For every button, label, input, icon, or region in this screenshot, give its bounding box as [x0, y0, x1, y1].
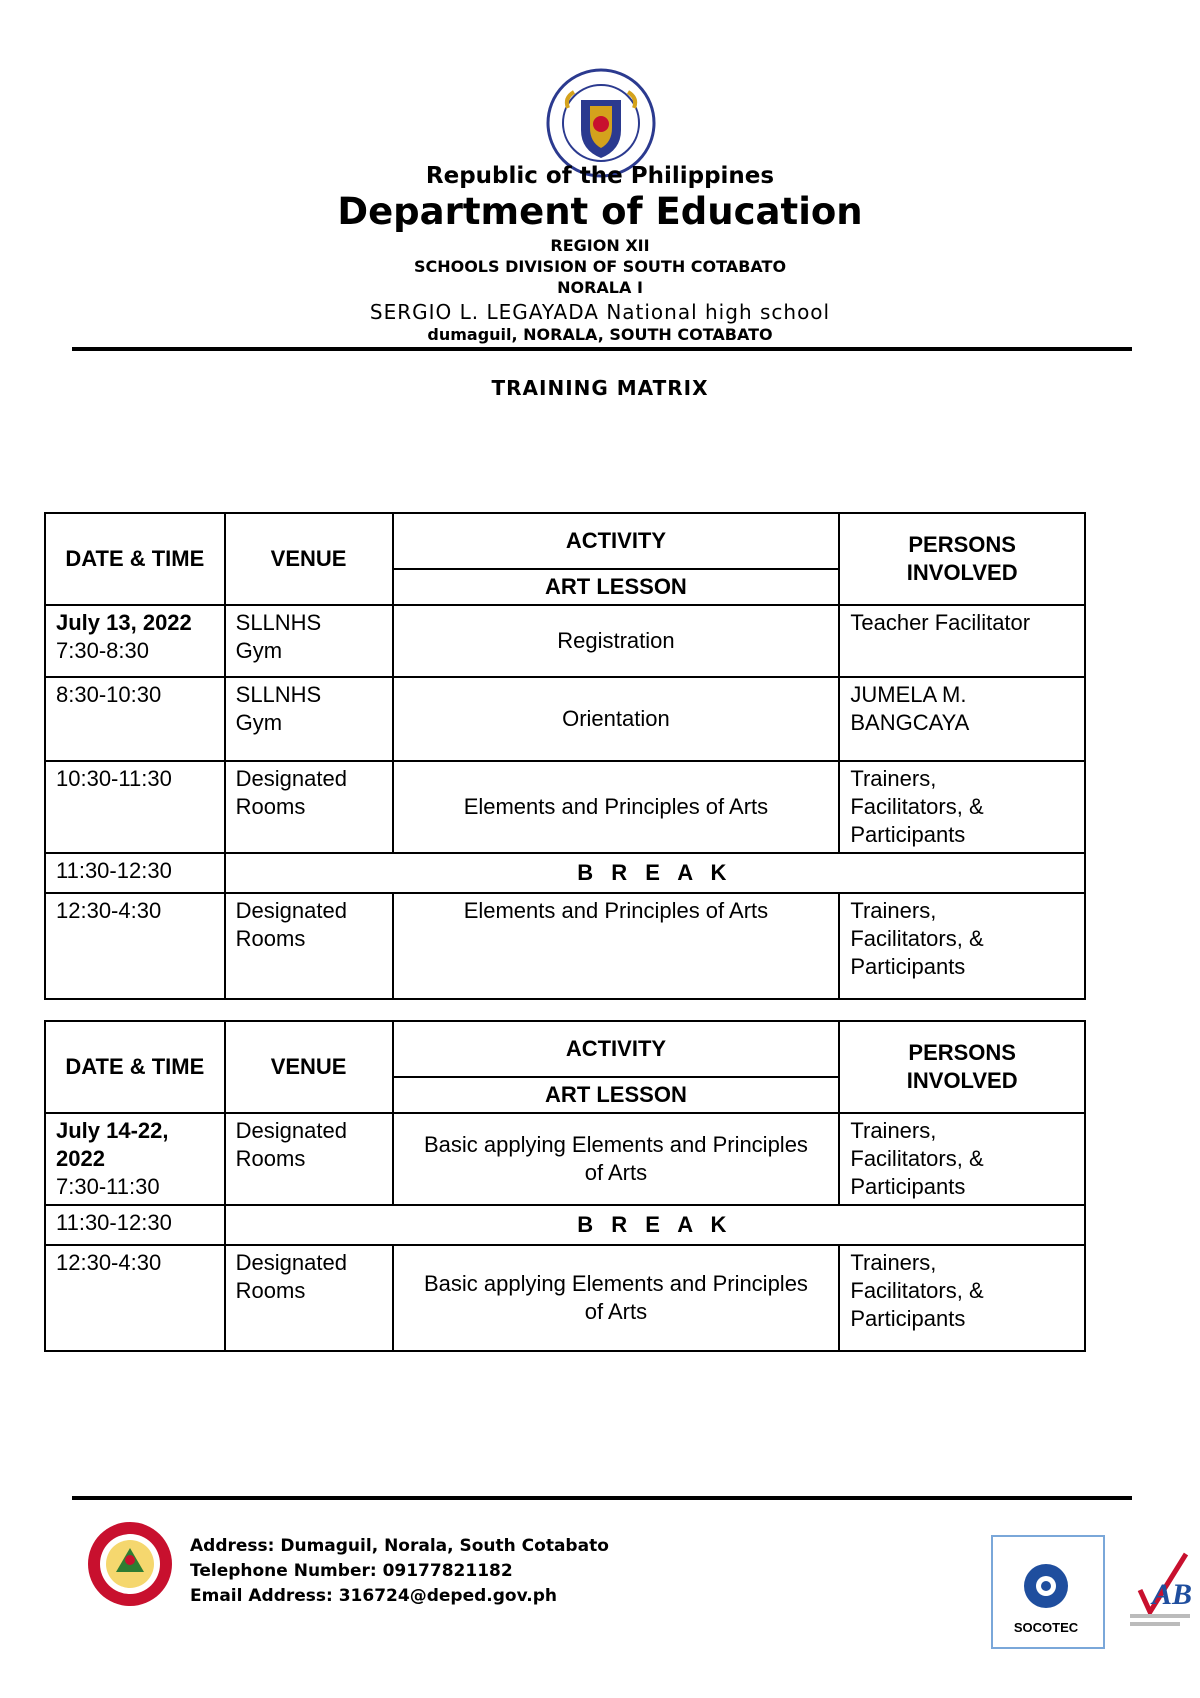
table-row: 10:30-11:30 Designated Rooms Elements and Principles of Arts Trainers, Facilitators, & Participants — [45, 761, 1085, 853]
break-row: 11:30-12:30 B R E A K — [45, 1205, 1085, 1245]
footer-address: Address: Dumaguil, Norala, South Cotabato — [190, 1536, 609, 1556]
footer-email: Email Address: 316724@deped.gov.ph — [190, 1586, 558, 1606]
table-row: July 13, 2022 7:30-8:30 SLLNHS Gym Registration Teacher Facilitator — [45, 605, 1085, 677]
republic-heading: Republic of the Philippines — [425, 163, 775, 189]
header-persons: PERSONS INVOLVED — [839, 513, 1085, 605]
header-activity: ACTIVITY — [393, 1021, 840, 1077]
school-address: dumaguil, NORALA, SOUTH COTABATO — [427, 325, 773, 344]
header-activity-sub: ART LESSON — [393, 1077, 840, 1113]
footer-divider — [72, 1496, 1132, 1500]
district-heading: NORALA I — [557, 278, 643, 297]
school-name: SERGIO L. LEGAYADA National high school — [369, 300, 831, 324]
header-date-time: DATE & TIME — [45, 513, 225, 605]
region-heading: REGION XII — [550, 236, 650, 255]
cert-socotec-label: SOCOTEC — [1013, 1620, 1079, 1635]
table-row: 8:30-10:30 SLLNHS Gym Orientation JUMELA M. BANGCAYA — [45, 677, 1085, 761]
header-divider — [72, 347, 1132, 351]
training-table-2 — [44, 1020, 1086, 1352]
footer-telephone: Telephone Number: 09177821182 — [190, 1561, 513, 1581]
header-activity-sub: ART LESSON — [393, 569, 840, 605]
header-venue: VENUE — [225, 1021, 393, 1113]
school-seal-logo — [86, 1520, 174, 1608]
table-row: 12:30-4:30 Designated Rooms Basic applying Elements and Principles of Arts Trainers, Facilitators, & Participants — [45, 1245, 1085, 1351]
training-table-1 — [44, 512, 1086, 1000]
header-activity: ACTIVITY — [393, 513, 840, 569]
table-row: 12:30-4:30 Designated Rooms Elements and Principles of Arts Trainers, Facilitators, & Participants — [45, 893, 1085, 999]
certification-logos — [990, 1534, 1198, 1652]
deped-seal-logo — [546, 68, 656, 178]
header-date-time: DATE & TIME — [45, 1021, 225, 1113]
division-heading: SCHOOLS DIVISION OF SOUTH COTABATO — [413, 257, 787, 276]
department-heading: Department of Education — [337, 190, 863, 233]
break-row: 11:30-12:30 B R E A K — [45, 853, 1085, 893]
table-row: July 14-22, 2022 7:30-11:30 Designated Rooms Basic applying Elements and Principles of Arts Trainers, Facilitators, & Participants — [45, 1113, 1085, 1205]
socotec-cert-icon — [990, 1534, 1198, 1652]
cert-ab-label: AB — [1152, 1578, 1193, 1611]
page-title: TRAINING MATRIX — [491, 376, 709, 400]
header-venue: VENUE — [225, 513, 393, 605]
header-persons: PERSONS INVOLVED — [839, 1021, 1085, 1113]
